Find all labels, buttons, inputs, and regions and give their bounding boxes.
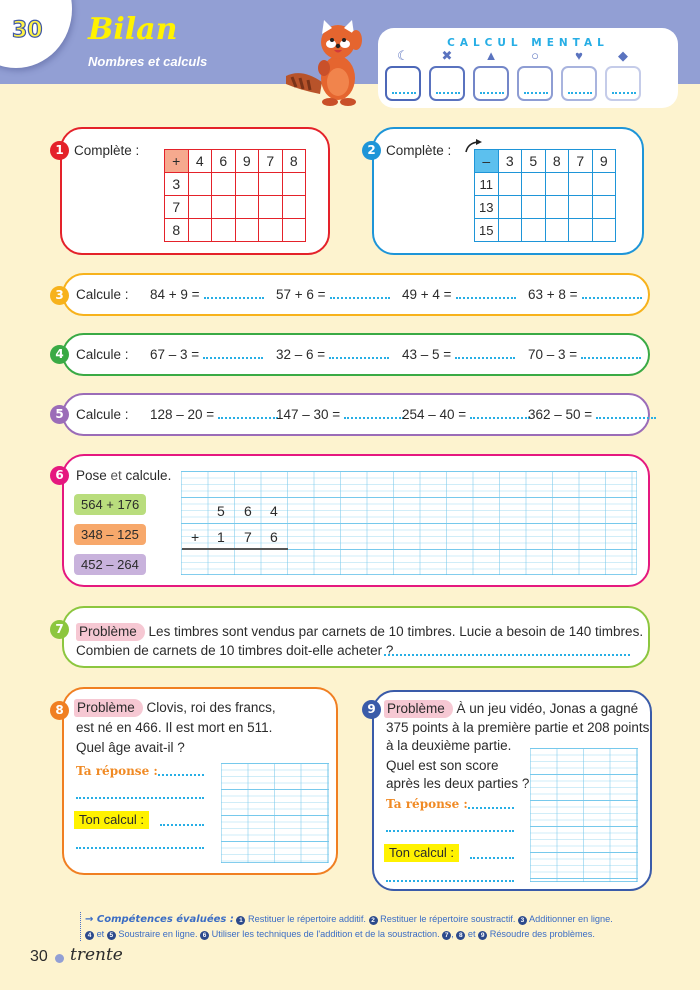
- exercise-5-number: 5: [50, 405, 69, 424]
- worked-digit: 4: [270, 503, 278, 519]
- exercise-7-number: 7: [50, 620, 69, 639]
- competence-text: Restituer le répertoire soustractif.: [380, 914, 516, 924]
- competence-text: Additionner en ligne.: [529, 914, 613, 924]
- probleme-tag: Problème: [76, 623, 145, 641]
- exercise-3-card: [62, 273, 650, 316]
- column-header: 8: [545, 150, 569, 173]
- subtraction-table: [474, 149, 616, 242]
- instruction-word: et: [106, 468, 126, 483]
- answer-line[interactable]: [330, 297, 390, 299]
- exercise-9-line-3: à la deuxième partie.: [386, 738, 512, 753]
- answer-cell[interactable]: [498, 219, 522, 242]
- ruled-grid-workspace[interactable]: [221, 763, 329, 863]
- answer-cell[interactable]: [212, 219, 236, 242]
- mental-answer-box-4[interactable]: [517, 66, 553, 101]
- problem-text: Les timbres sont vendus par carnets de 10 timbres. Lucie a besoin de 140 timbres.: [148, 624, 644, 639]
- exercise-4-instruction: Calcule :: [76, 347, 129, 362]
- calc-item: [402, 287, 516, 302]
- answer-line[interactable]: [158, 774, 204, 776]
- row-header: 7: [165, 196, 189, 219]
- column-header: 7: [259, 150, 283, 173]
- ta-reponse-label: Ta réponse :: [386, 797, 468, 811]
- answer-cell[interactable]: [235, 196, 259, 219]
- exercise-8-card: [62, 687, 338, 875]
- answer-cell[interactable]: [188, 173, 212, 196]
- competences-line-2: 4 et 5 Soustraire en ligne. 6 Utiliser les techniques de l'addition et de la soustraction. 7 , 8 et 9 Résoudre des problèmes.: [85, 927, 640, 941]
- calc-item: [276, 347, 389, 362]
- exercise-6-number: 6: [50, 466, 69, 485]
- exercise-3-number: 3: [50, 286, 69, 305]
- answer-cell[interactable]: [522, 219, 546, 242]
- badge-2-icon: 2: [369, 916, 378, 925]
- footer-dot: [55, 954, 64, 963]
- badge-7-icon: 7: [442, 931, 451, 940]
- row-header: 3: [165, 173, 189, 196]
- exercise-4-card: [62, 333, 650, 376]
- answer-cell[interactable]: [188, 219, 212, 242]
- row-header: 13: [475, 196, 499, 219]
- footer-page-word: trente: [70, 945, 123, 965]
- calc-item: [150, 407, 278, 422]
- answer-cell[interactable]: [545, 173, 569, 196]
- exercise-1-card: [60, 127, 330, 255]
- page-subtitle: Nombres et calculs: [88, 54, 208, 69]
- exercise-8-line-1: [74, 699, 276, 717]
- operation-pill-3: 452 – 264: [74, 554, 146, 575]
- exercise-6-instruction: [76, 468, 171, 483]
- operation-pill-1: 564 + 176: [74, 494, 146, 515]
- mental-answer-box-6[interactable]: [605, 66, 641, 101]
- exercise-3-instruction: Calcule :: [76, 287, 129, 302]
- answer-line[interactable]: [203, 357, 263, 359]
- answer-dots: [392, 92, 416, 94]
- operator-cell: –: [475, 150, 499, 173]
- answer-cell[interactable]: [545, 196, 569, 219]
- answer-cell[interactable]: [522, 173, 546, 196]
- exercise-2-card: [372, 127, 644, 255]
- answer-line[interactable]: [455, 357, 515, 359]
- worked-digit: 1: [217, 529, 225, 545]
- competence-text: Restituer le répertoire additif.: [247, 914, 366, 924]
- calc-expression: 70 – 3 =: [528, 347, 578, 362]
- answer-line[interactable]: [218, 417, 278, 419]
- answer-line[interactable]: [344, 417, 404, 419]
- answer-dots: [480, 92, 504, 94]
- exercise-8-line-2: est né en 466. Il est mort en 511.: [76, 720, 273, 735]
- calc-item: [150, 287, 264, 302]
- worked-operator: +: [191, 529, 200, 545]
- answer-cell[interactable]: [235, 219, 259, 242]
- worked-digit: 7: [244, 529, 252, 545]
- row-header: 8: [165, 219, 189, 242]
- competences-label: → Compétences évaluées :: [85, 914, 234, 925]
- answer-cell[interactable]: [592, 196, 616, 219]
- footer-page-number: 30: [30, 948, 48, 965]
- column-header: 4: [188, 150, 212, 173]
- exercise-5-instruction: Calcule :: [76, 407, 129, 422]
- answer-dots: [568, 92, 592, 94]
- competence-join: et: [467, 929, 476, 939]
- probleme-tag: Problème: [74, 699, 143, 717]
- badge-8-icon: 8: [456, 931, 465, 940]
- exercise-7-line-1: [76, 623, 643, 641]
- mental-answer-box-1[interactable]: [385, 66, 421, 101]
- instruction-word: Pose: [76, 468, 107, 483]
- answer-dots: [436, 92, 460, 94]
- answer-line[interactable]: [596, 417, 656, 419]
- competence-text: Utiliser les techniques de l'addition et de la soustraction.: [211, 929, 440, 939]
- answer-line[interactable]: [456, 297, 516, 299]
- badge-1-icon: 1: [236, 916, 245, 925]
- exercise-9-line-4: Quel est son score: [386, 758, 499, 773]
- worked-digit: 5: [217, 503, 225, 519]
- answer-line[interactable]: [581, 357, 641, 359]
- answer-cell[interactable]: [569, 196, 593, 219]
- competence-text: Résoudre des problèmes.: [489, 929, 595, 939]
- column-header: 8: [282, 150, 306, 173]
- exercise-9-line-1: [384, 700, 638, 718]
- badge-4-icon: 4: [85, 931, 94, 940]
- answer-cell[interactable]: [592, 173, 616, 196]
- operator-cell: +: [165, 150, 189, 173]
- calc-item: [150, 347, 263, 362]
- calc-line[interactable]: [160, 824, 204, 826]
- exercise-4-number: 4: [50, 345, 69, 364]
- answer-line[interactable]: [204, 297, 264, 299]
- exercise-9-line-2: 375 points à la première partie et 208 points: [386, 720, 650, 735]
- calc-line[interactable]: [386, 880, 514, 882]
- calc-item: [276, 407, 404, 422]
- exercise-7-line-2: [76, 642, 393, 660]
- exercise-5-card: [62, 393, 650, 436]
- ta-reponse-label: Ta réponse :: [76, 764, 158, 778]
- answer-cell[interactable]: [259, 196, 283, 219]
- cross-icon: ✖: [441, 48, 453, 63]
- badge-6-icon: 6: [200, 931, 209, 940]
- answer-cell[interactable]: [569, 173, 593, 196]
- calcul-mental-panel: [378, 28, 678, 108]
- calc-expression: 43 – 5 =: [402, 347, 452, 362]
- calc-item: [528, 347, 641, 362]
- triangle-icon: ▲: [484, 48, 498, 63]
- answer-line[interactable]: [76, 797, 204, 799]
- badge-3-icon: 3: [518, 916, 527, 925]
- exercise-2-instruction: Complète :: [386, 143, 452, 158]
- column-header: 7: [569, 150, 593, 173]
- red-panda-mascot-icon: [282, 16, 382, 108]
- row-header: 11: [475, 173, 499, 196]
- column-header: 9: [592, 150, 616, 173]
- mental-answer-box-3[interactable]: [473, 66, 509, 101]
- column-header: 6: [212, 150, 236, 173]
- ruled-grid-workspace[interactable]: [530, 748, 638, 882]
- exercise-7-card: [62, 606, 650, 668]
- diamond-icon: ◆: [618, 48, 628, 63]
- answer-line[interactable]: [470, 417, 530, 419]
- badge-5-icon: 5: [107, 931, 116, 940]
- answer-line[interactable]: [386, 830, 514, 832]
- instruction-word: calcule.: [125, 468, 172, 483]
- answer-cell[interactable]: [188, 196, 212, 219]
- exercise-8-line-3: Quel âge avait-il ?: [76, 740, 185, 755]
- mental-answer-box-2[interactable]: [429, 66, 465, 101]
- answer-dots: [612, 92, 636, 94]
- exercise-1-instruction: Complète :: [74, 143, 140, 158]
- calc-expression: 63 + 8 =: [528, 287, 578, 302]
- answer-line[interactable]: [329, 357, 389, 359]
- column-header: 3: [498, 150, 522, 173]
- answer-cell[interactable]: [498, 173, 522, 196]
- addition-table: [164, 149, 306, 242]
- calc-item: [276, 287, 390, 302]
- calc-item: [528, 407, 656, 422]
- calc-expression: 67 – 3 =: [150, 347, 200, 362]
- circle-icon: ○: [531, 48, 539, 63]
- calc-expression: 84 + 9 =: [150, 287, 200, 302]
- answer-cell[interactable]: [592, 219, 616, 242]
- page-title: Bilan: [88, 12, 178, 47]
- exercise-9-card: [372, 690, 652, 891]
- exercise-9-line-5: après les deux parties ?: [386, 776, 530, 791]
- problem-text: Clovis, roi des francs,: [146, 700, 276, 715]
- answer-line[interactable]: [384, 654, 630, 656]
- exercise-8-number: 8: [50, 701, 69, 720]
- calc-expression: 147 – 30 =: [276, 407, 341, 422]
- moon-icon: ☾: [397, 48, 409, 63]
- calc-line[interactable]: [76, 847, 204, 849]
- answer-cell[interactable]: [212, 173, 236, 196]
- problem-question: Combien de carnets de 10 timbres doit-elle acheter ?: [76, 643, 394, 658]
- calcul-mental-title: CALCUL MENTAL: [447, 37, 609, 49]
- competence-text: Soustraire en ligne.: [118, 929, 198, 939]
- calc-expression: 49 + 4 =: [402, 287, 452, 302]
- calc-expression: 254 – 40 =: [402, 407, 467, 422]
- exercise-9-number: 9: [362, 700, 381, 719]
- calc-item: [528, 287, 642, 302]
- ton-calcul-label: Ton calcul :: [384, 844, 459, 862]
- answer-dots: [524, 92, 548, 94]
- answer-cell[interactable]: [259, 219, 283, 242]
- ton-calcul-label: Ton calcul :: [74, 811, 149, 829]
- sum-line: [182, 548, 288, 550]
- calc-item: [402, 347, 515, 362]
- competences-evaluees: [80, 912, 640, 941]
- answer-cell[interactable]: [545, 219, 569, 242]
- answer-line[interactable]: [582, 297, 642, 299]
- answer-cell[interactable]: [282, 219, 306, 242]
- answer-cell[interactable]: [282, 196, 306, 219]
- answer-cell[interactable]: [259, 173, 283, 196]
- answer-cell[interactable]: [282, 173, 306, 196]
- probleme-tag: Problème: [384, 700, 453, 718]
- operation-pill-2: 348 – 125: [74, 524, 146, 545]
- worked-digit: 6: [270, 529, 278, 545]
- answer-cell[interactable]: [498, 196, 522, 219]
- answer-line[interactable]: [468, 807, 514, 809]
- heart-icon: ♥: [575, 48, 583, 63]
- answer-cell[interactable]: [569, 219, 593, 242]
- calc-expression: 32 – 6 =: [276, 347, 326, 362]
- calc-expression: 128 – 20 =: [150, 407, 215, 422]
- column-header: 9: [235, 150, 259, 173]
- column-header: 5: [522, 150, 546, 173]
- ruled-grid-workspace[interactable]: [181, 471, 637, 575]
- exercise-2-number: 2: [362, 141, 381, 160]
- calc-item: [402, 407, 530, 422]
- mental-answer-box-5[interactable]: [561, 66, 597, 101]
- answer-cell[interactable]: [235, 173, 259, 196]
- worked-digit: 6: [244, 503, 252, 519]
- competences-line-1: [85, 912, 640, 927]
- competence-join: et: [96, 929, 105, 939]
- problem-text: À un jeu vidéo, Jonas a gagné: [456, 701, 639, 716]
- badge-9-icon: 9: [478, 931, 487, 940]
- exercise-1-number: 1: [50, 141, 69, 160]
- calc-line[interactable]: [470, 857, 514, 859]
- exercise-6-card: [62, 454, 650, 587]
- answer-cell[interactable]: [522, 196, 546, 219]
- row-header: 15: [475, 219, 499, 242]
- page-number: 30: [12, 18, 43, 43]
- answer-cell[interactable]: [212, 196, 236, 219]
- calc-expression: 362 – 50 =: [528, 407, 593, 422]
- calc-expression: 57 + 6 =: [276, 287, 326, 302]
